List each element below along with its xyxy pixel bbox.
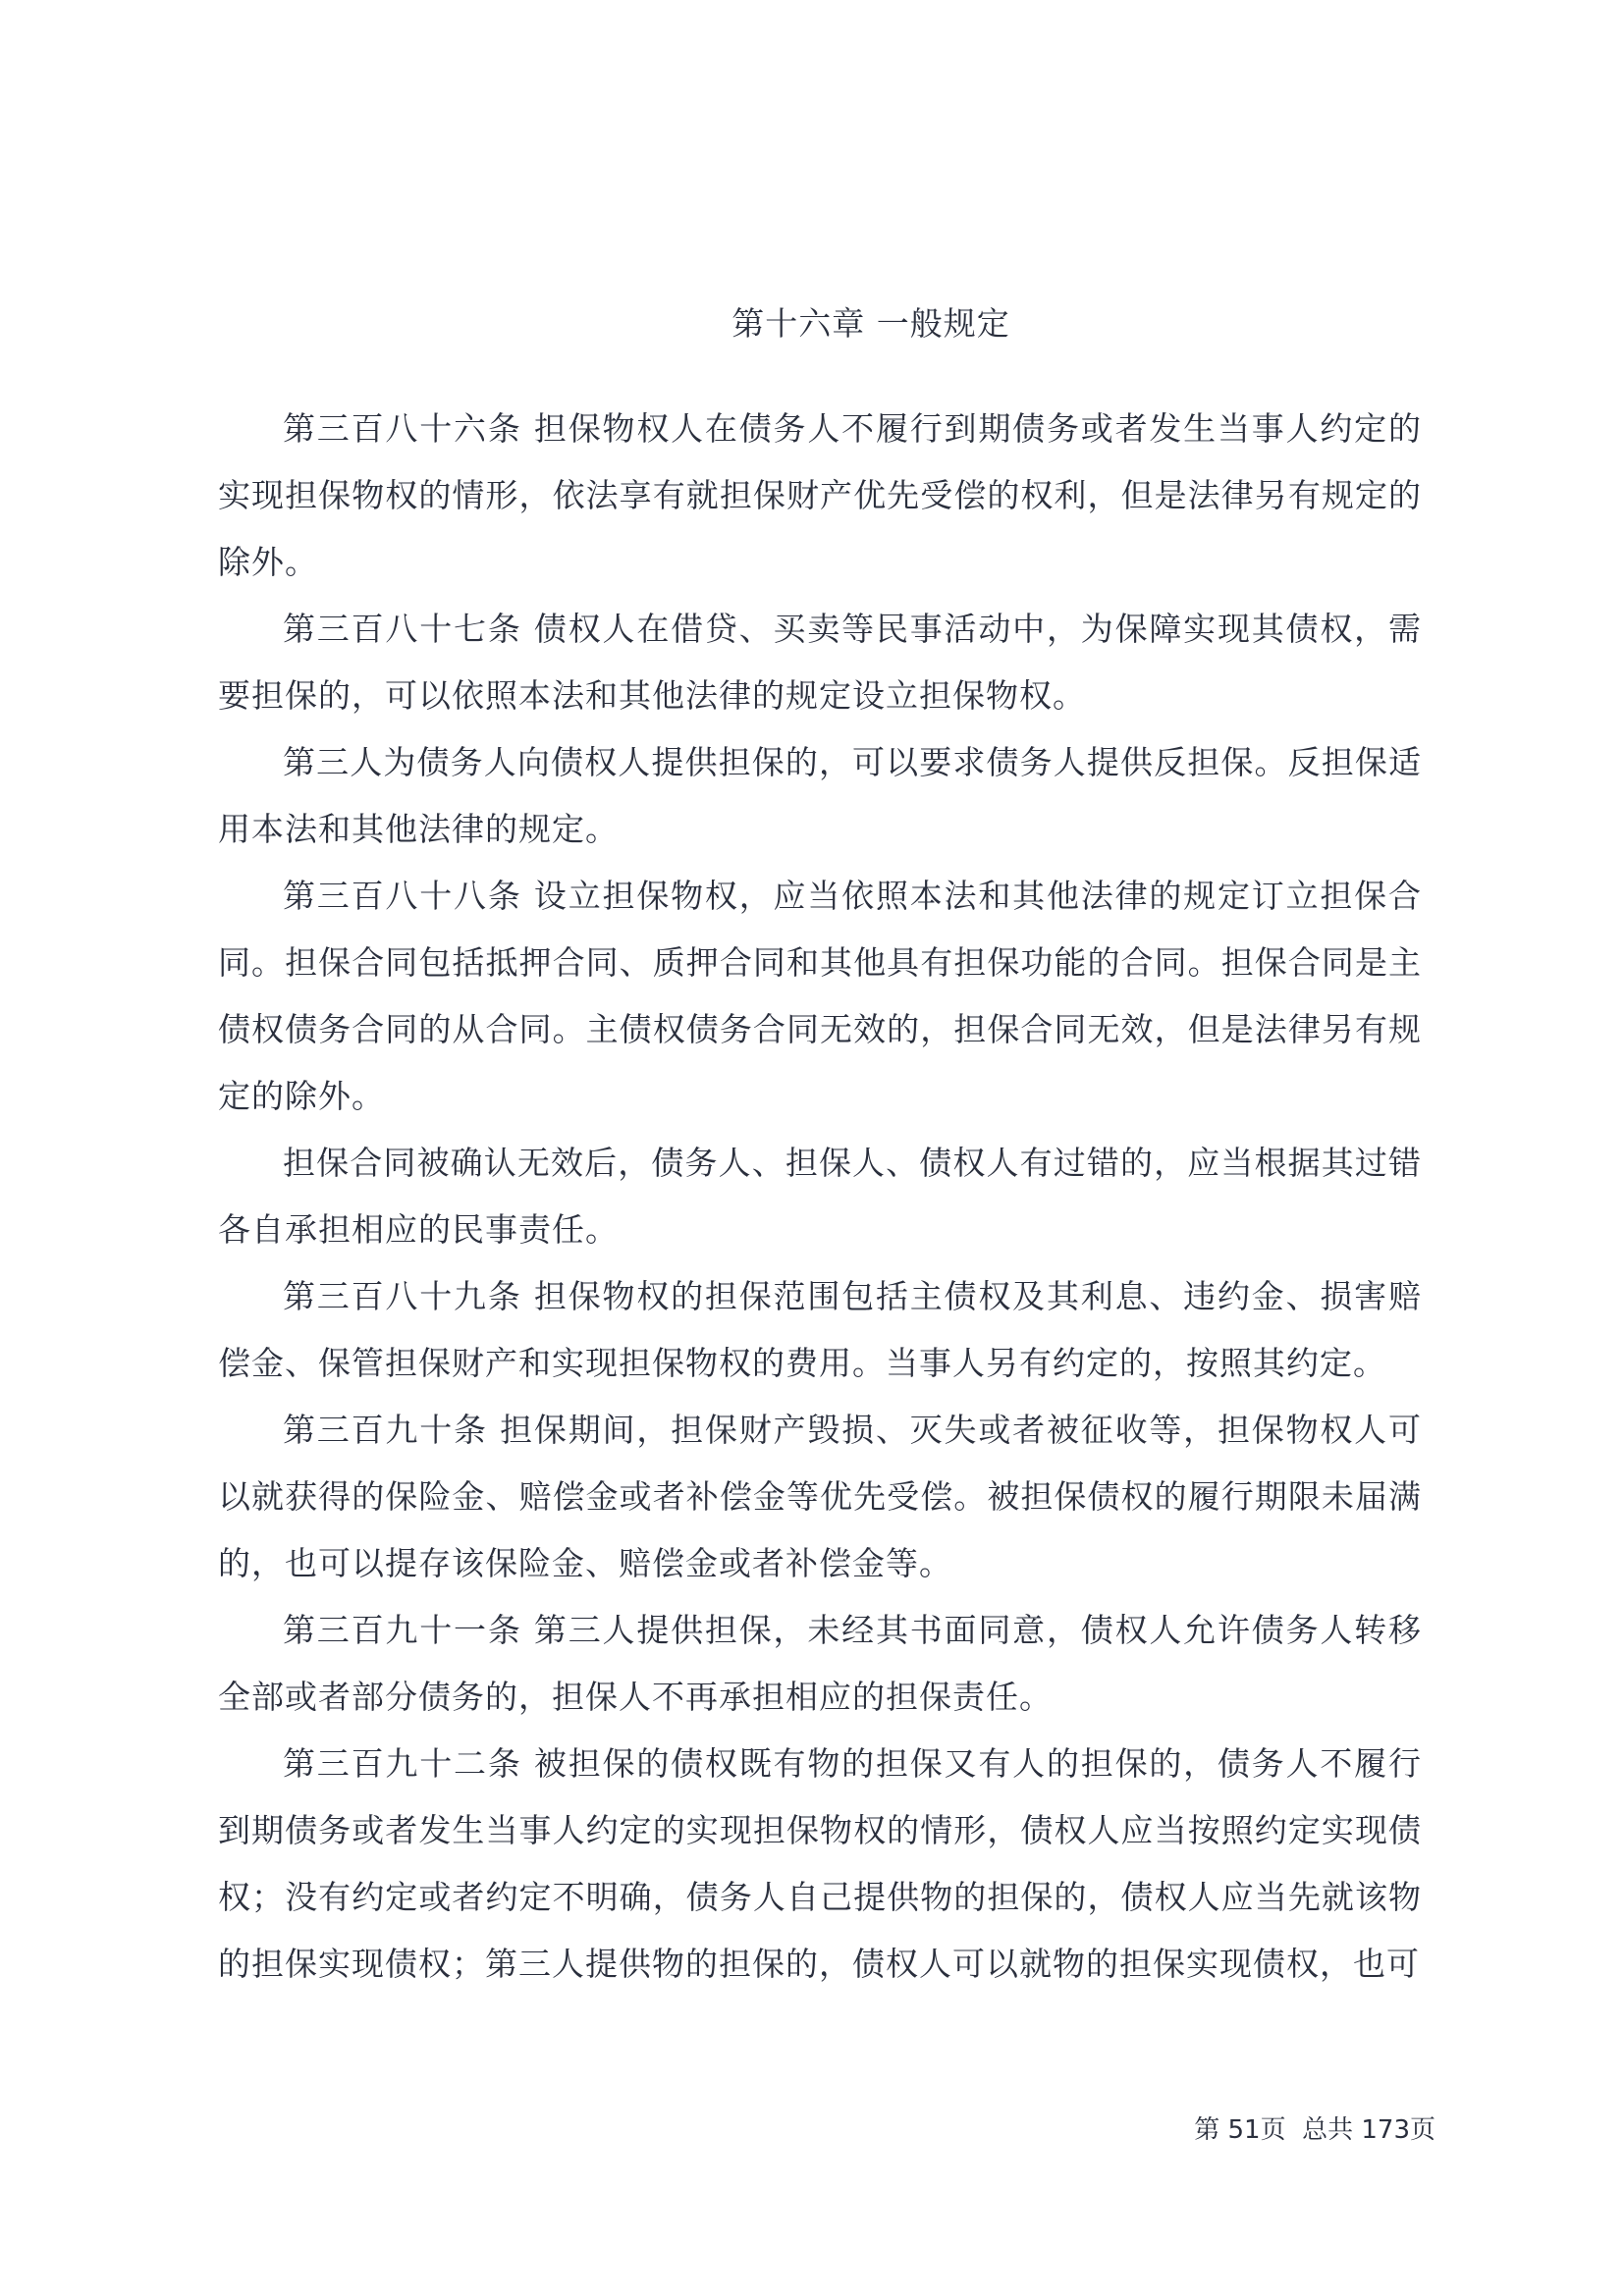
article-388-paragraph-2: 担保合同被确认无效后，债务人、担保人、债权人有过错的，应当根据其过错各自承担相应的民事责任。 — [218, 1144, 1422, 1249]
body-text — [218, 396, 1422, 1998]
page-footer: 第 51页 总共 173页 — [1194, 2115, 1435, 2145]
article-388: 第三百八十八条 设立担保物权，应当依照本法和其他法律的规定订立担保合同。担保合同包括抵押合同、质押合同和其他具有担保功能的合同。担保合同是主债权债务合同的从合同。主债权债务合同无效的，担保合同无效，但是法律另有规定的除外。 — [218, 877, 1422, 1115]
article-387-paragraph-2: 第三人为债务人向债权人提供担保的，可以要求债务人提供反担保。反担保适用本法和其他法律的规定。 — [218, 743, 1422, 848]
chapter-title: 第十六章 一般规定 — [731, 304, 1010, 343]
article-390: 第三百九十条 担保期间，担保财产毁损、灭失或者被征收等，担保物权人可以就获得的保险金、赔偿金或者补偿金等优先受偿。被担保债权的履行期限未届满的，也可以提存该保险金、赔偿金或者补偿金等。 — [218, 1411, 1422, 1582]
article-387: 第三百八十七条 债权人在借贷、买卖等民事活动中，为保障实现其债权，需要担保的，可以依照本法和其他法律的规定设立担保物权。 — [218, 610, 1422, 715]
article-389: 第三百八十九条 担保物权的担保范围包括主债权及其利息、违约金、损害赔偿金、保管担保财产和实现担保物权的费用。当事人另有约定的，按照其约定。 — [218, 1277, 1422, 1382]
article-392: 第三百九十二条 被担保的债权既有物的担保又有人的担保的，债务人不履行到期债务或者发生当事人约定的实现担保物权的情形，债权人应当按照约定实现债权；没有约定或者约定不明确，债务人自己提供物的担保的，债权人应当先就该物的担保实现债权；第三人提供物的担保的，债权人可以就物的担保实现债权，也可 — [218, 1744, 1422, 1983]
article-391: 第三百九十一条 第三人提供担保，未经其书面同意，债权人允许债务人转移全部或者部分债务的，担保人不再承担相应的担保责任。 — [218, 1611, 1422, 1716]
article-386: 第三百八十六条 担保物权人在债务人不履行到期债务或者发生当事人约定的实现担保物权的情形，依法享有就担保财产优先受偿的权利，但是法律另有规定的除外。 — [218, 409, 1422, 581]
